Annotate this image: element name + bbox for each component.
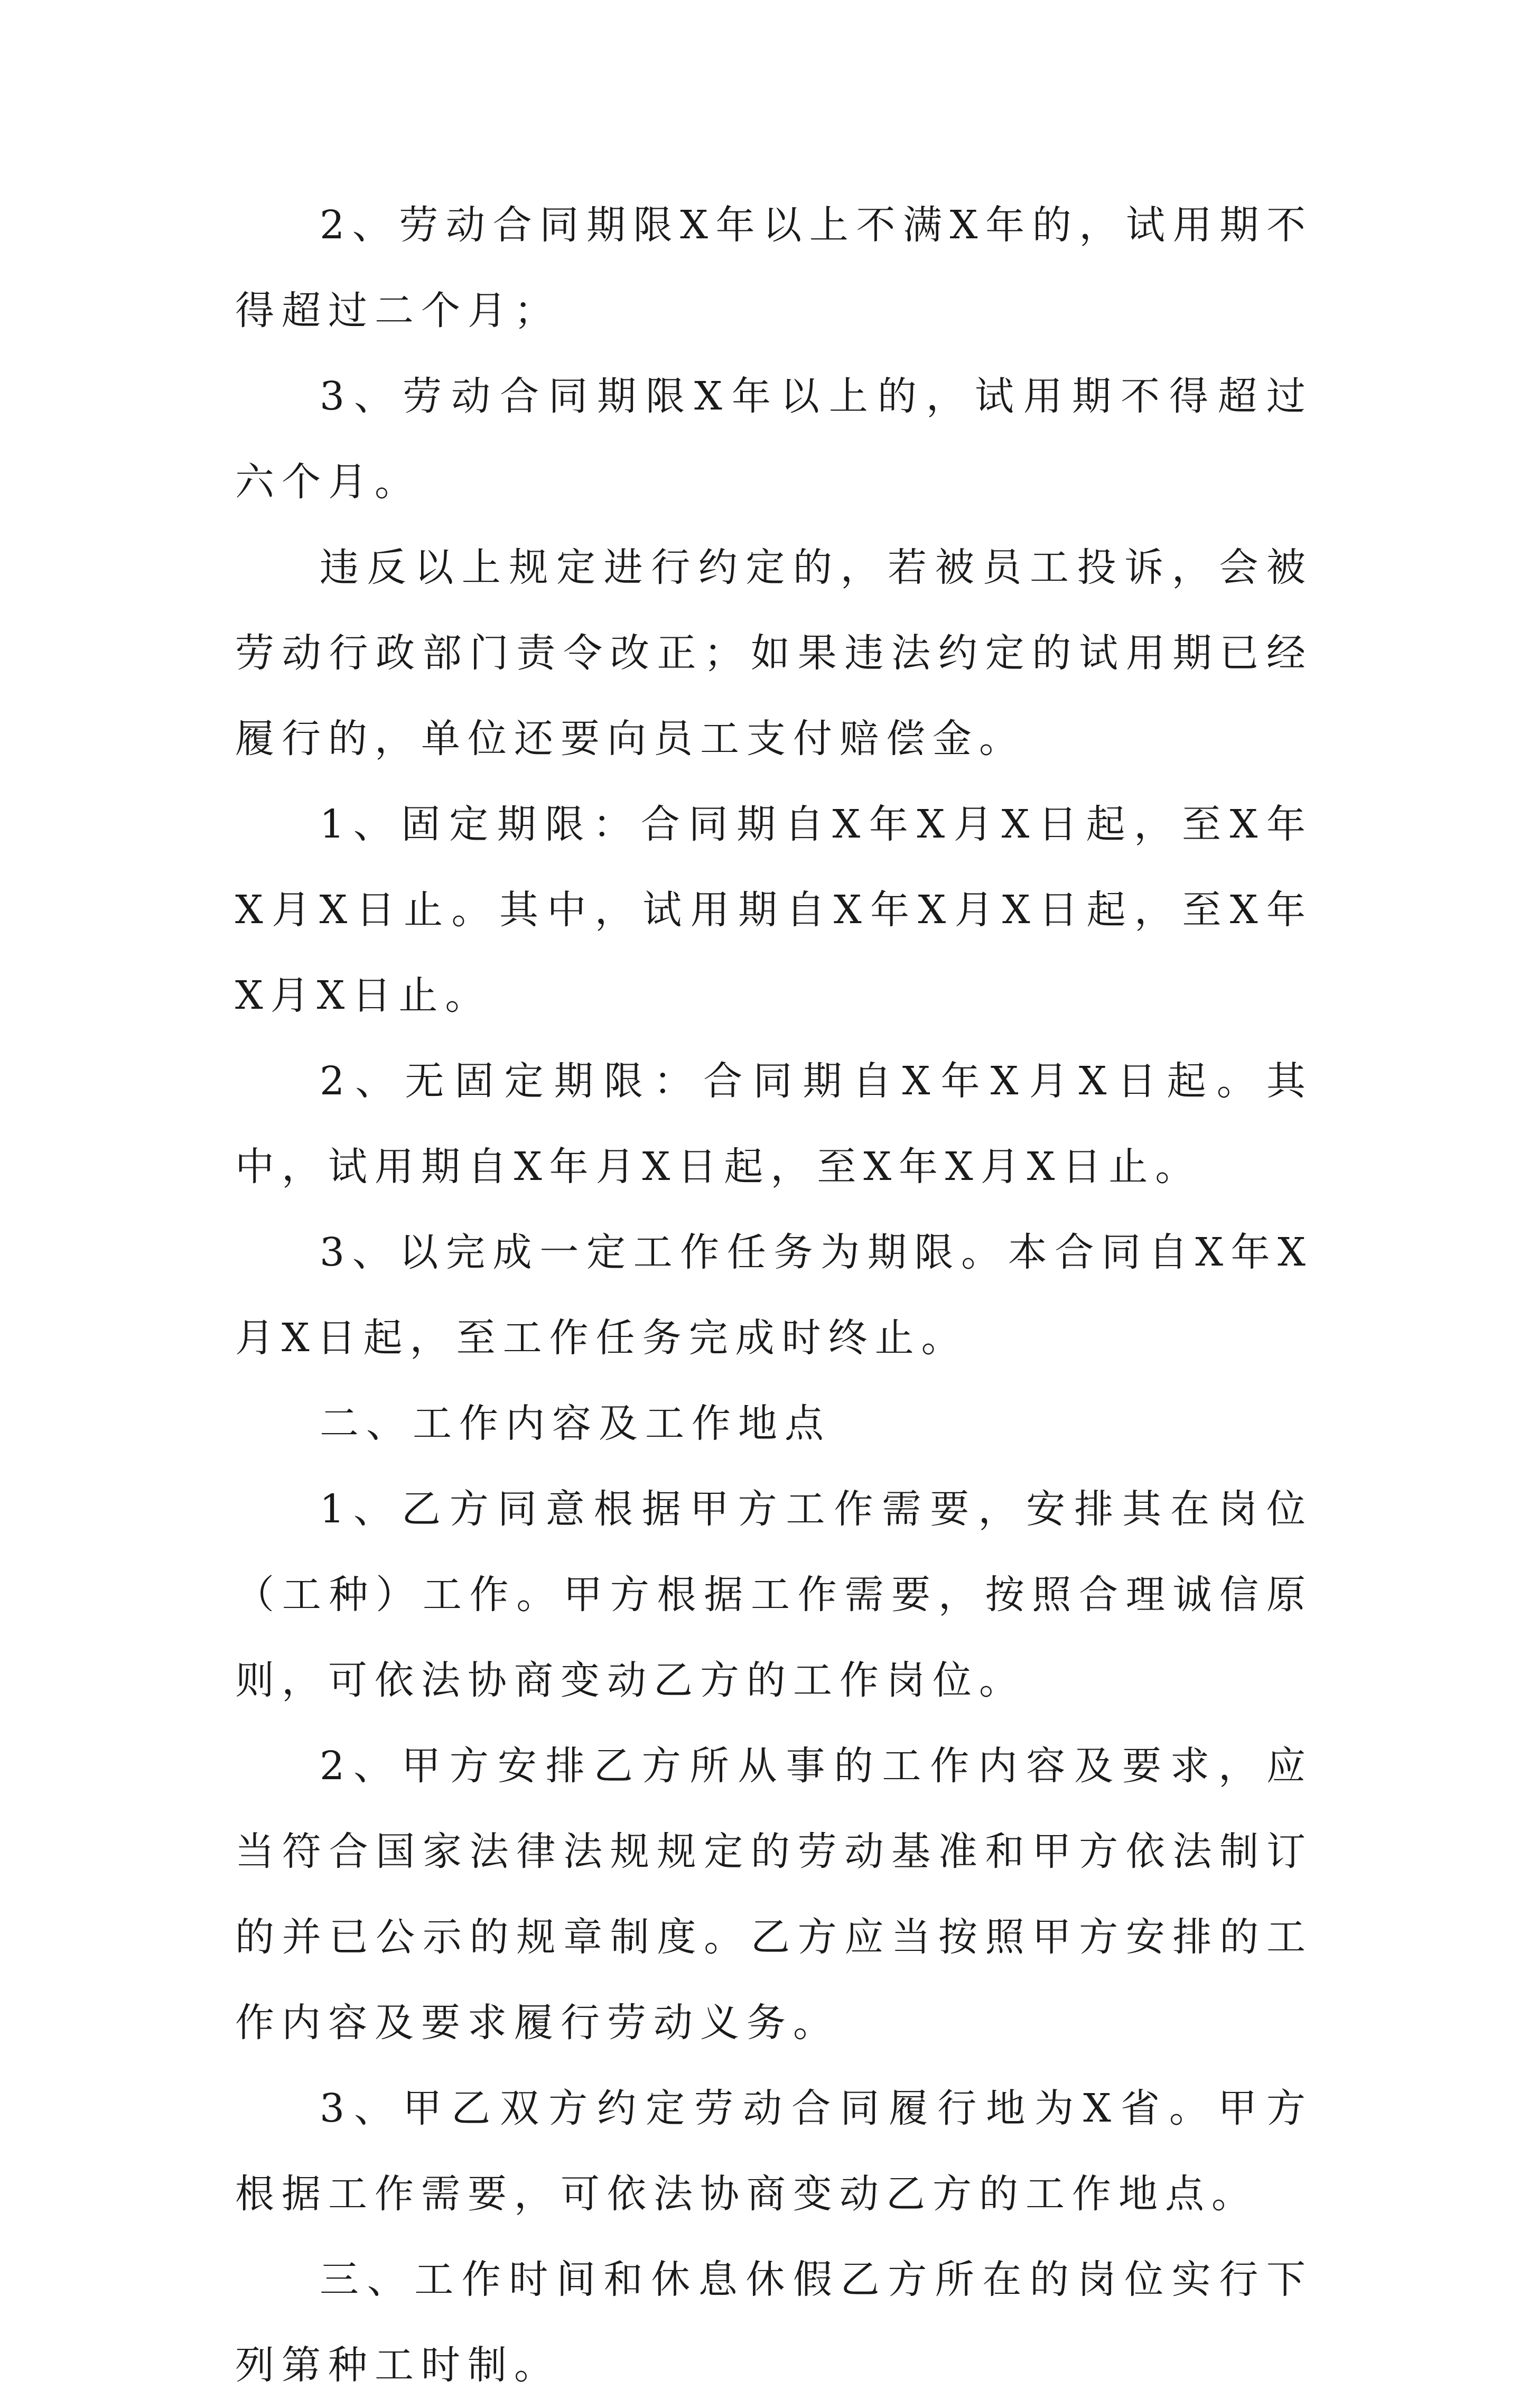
paragraph-violation-note: 违反以上规定进行约定的，若被员工投诉，会被劳动行政部门责令改正；如果违法约定的试用期已经履行的，单位还要向员工支付赔偿金。 [235,545,1313,761]
paragraph-open-term: 2、无固定期限：合同期自X年X月X日起。其中，试用期自X年月X日起，至X年X月X日止。 [235,1058,1313,1189]
paragraph-fixed-term: 1、固定期限：合同期自X年X月X日起，至X年X月X日止。其中，试用期自X年X月X日起，至X年X月X日止。 [235,802,1313,1018]
paragraph-work-position: 1、乙方同意根据甲方工作需要，安排其在岗位（工种）工作。甲方根据工作需要，按照合理诚信原则，可依法协商变动乙方的工作岗位。 [235,1486,1313,1703]
paragraph-work-location: 3、甲乙双方约定劳动合同履行地为X省。甲方根据工作需要，可依法协商变动乙方的工作地点。 [235,2086,1313,2217]
section-heading-work-content: 二、工作内容及工作地点 [320,1401,831,1446]
section-heading-work-hours: 三、工作时间和休息休假乙方所在的岗位实行下列第种工时制。 [235,2257,1313,2388]
paragraph-task-term: 3、以完成一定工作任务为期限。本合同自X年X月X日起，至工作任务完成时终止。 [235,1230,1313,1361]
paragraph-work-requirements: 2、甲方安排乙方所从事的工作内容及要求，应当符合国家法律法规规定的劳动基准和甲方依法制订的并已公示的规章制度。乙方应当按照甲方安排的工作内容及要求履行劳动义务。 [235,1743,1313,2046]
paragraph-probation-2: 2、劳动合同期限X年以上不满X年的，试用期不得超过二个月； [235,202,1313,333]
paragraph-probation-3: 3、劳动合同期限X年以上的，试用期不得超过六个月。 [235,374,1313,505]
document-body [235,182,1313,2408]
